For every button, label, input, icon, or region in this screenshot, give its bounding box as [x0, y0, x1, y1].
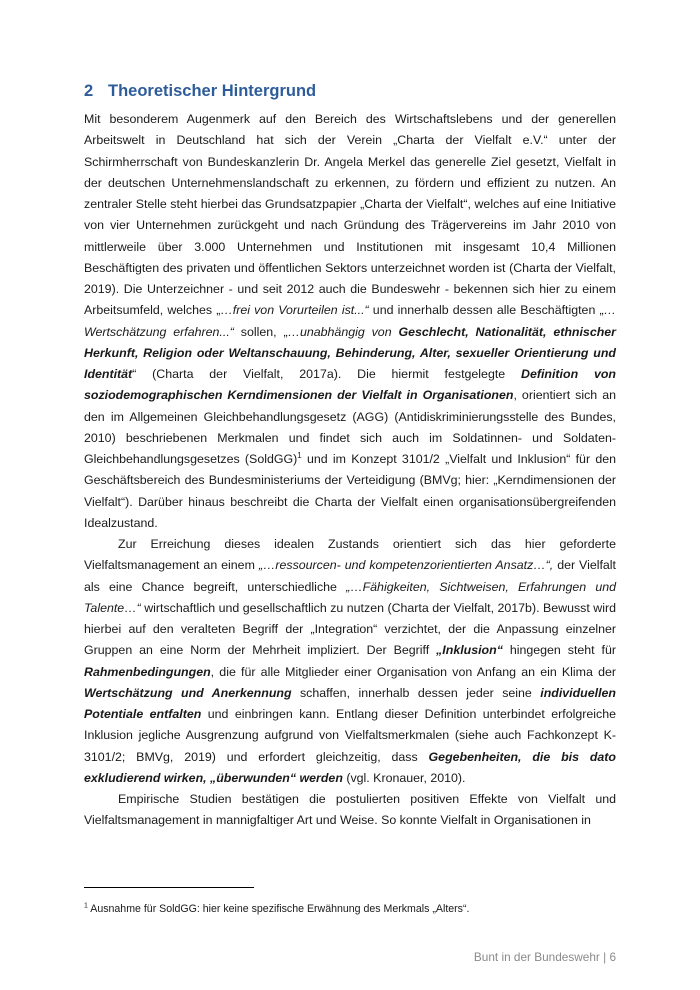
text-run: schaffen, innerhalb dessen jeder seine: [291, 685, 541, 700]
emphasis-run: individuellen Potentiale entfalten: [84, 685, 616, 721]
section-number: 2: [84, 82, 94, 100]
text-run: “ (Charta der Vielfalt, 2017a). Die hiermit festgelegte: [132, 367, 522, 381]
page-footer: Bunt in der Bundeswehr | 6: [473, 950, 616, 964]
text-run: der Vielfalt als eine Chance begreift, unterschiedliche: [84, 558, 617, 594]
text-run: Empirische Studien bestätigen die postulierten positiven Effekte von Vielfalt und Vielfaltsmanagement in mannigfaltiger Art und Weise. So konnte Vielfalt in Organisationen in: [84, 792, 616, 828]
footnote-text: Ausnahme für SoldGG: hier keine spezifische Erwähnung des Merkmals „Alters“.: [87, 903, 470, 915]
emphasis-run: „Inklusion“: [436, 643, 503, 658]
emphasis-run: …Wertschätzung erfahren...“: [84, 303, 616, 339]
section-title: Theoretischer Hintergrund: [108, 82, 317, 100]
text-run: Zur Erreichung dieses idealen Zustands orientiert sich das hier geforderte Vielfaltsmanagement an einem: [84, 537, 616, 573]
text-run: (vgl. Kronauer, 2010).: [342, 770, 466, 785]
body-text: [84, 109, 616, 832]
paragraph-2: [84, 534, 616, 789]
text-run: Mit besonderem Augenmerk auf den Bereich des Wirtschaftslebens und der generellen Arbeitswelt in Deutschland hat sich der Verein „Charta der Vielfalt e.V.“ unter der Schirmherrschaft von Bundeskanzlerin Dr. Angela Merkel das generelle Ziel gesetzt, Vielfalt in der deutschen Unternehmenslandschaft zu erkennen, zu fördern und effizient zu nutzen. An zentraler Stelle steht hierbei das Grundsatzpapier „Charta der Vielfalt“, welches auf eine Initiative von vier Unternehmen zurückgeht und nach Gründung des Trägervereins im Jahr 2010 von mittlerweile über 3.000 Unternehmen und Institutionen mit insgesamt 10,4 Millionen Beschäftigten des privaten und öffentlichen Sektors unterzeichnet worden ist (Charta der Vielfalt, 2019). Die Unterzeichner - und seit 2012 auch die Bundeswehr - bekennen sich hier zu einem Arbeitsumfeld, welches „: [84, 112, 616, 318]
text-run: hingegen steht für: [502, 643, 617, 658]
emphasis-run: …frei von Vorurteilen ist...“: [220, 303, 369, 318]
footnote-divider: [84, 887, 254, 888]
emphasis-run: „…Fähigkeiten, Sichtweisen, Erfahrungen und Talente…“: [84, 579, 616, 615]
footnote-mark: 1: [84, 902, 88, 910]
paragraph-1: [84, 109, 616, 534]
emphasis-run: „…ressourcen- und kompetenzorientierten Ansatz…“,: [258, 558, 554, 573]
text-run: wirtschaftlich und gesellschaftlich zu nutzen (Charta der Vielfalt, 2017b). Bewusst wird hierbei auf den veralteten Begriff der „Integration“ verzichtet, der die Anpassung einzelner Gruppen an eine Norm der Mehrheit impliziert. Der Begriff: [84, 600, 616, 658]
footnote: [84, 902, 616, 916]
footnote-reference: 1: [297, 450, 302, 460]
emphasis-run: …unabhängig von: [287, 324, 399, 339]
text-run: , die für alle Mitglieder einer Organisation von Anfang an ein Klima der: [210, 664, 616, 679]
text-run: und im Konzept 3101/2 „Vielfalt und Inklusion“ für den Geschäftsbereich des Bundesministeriums der Verteidigung (BMVg; hier: „Kerndimensionen der Vielfalt“). Darüber hinaus beschreibt die Charta der Vielfalt einen organisationsübergreifenden Idealzustand.: [84, 452, 616, 530]
text-run: , orientiert sich an den im Allgemeinen Gleichbehandlungsgesetz (AGG) (Antidiskriminierungsstelle des Bundes, 2010) beschriebenen Merkmalen und findet sich auch im Soldatinnen- und Soldaten-Gleichbehandlungsgesetzes (SoldGG): [84, 388, 616, 466]
emphasis-run: Rahmenbedingungen: [84, 664, 211, 679]
emphasis-run: Geschlecht, Nationalität, ethnischer Herkunft, Religion oder Weltanschauung, Behinderung, Alter, sexueller Orientierung und Identität: [84, 324, 616, 381]
text-run: sollen, „: [233, 324, 288, 339]
emphasis-run: Definition von soziodemographischen Kerndimensionen der Vielfalt in Organisationen: [84, 367, 616, 403]
emphasis-run: Wertschätzung und Anerkennung: [84, 685, 292, 700]
emphasis-run: Gegebenheiten, die bis dato exkludierend wirken, „überwunden“ werden: [84, 749, 616, 785]
paragraph-3: [84, 789, 616, 832]
text-run: und einbringen kann. Entlang dieser Definition unterbindet erfolgreiche Inklusion jegliche Ausgrenzung aufgrund von Vielfaltsmerkmalen (siehe auch Fachkonzept K-3101/2; BMVg, 2019) und erfordert gleichzeitig, dass: [84, 707, 616, 764]
section-heading: [84, 82, 316, 101]
text-run: und innerhalb dessen alle Beschäftigten „: [368, 303, 604, 318]
